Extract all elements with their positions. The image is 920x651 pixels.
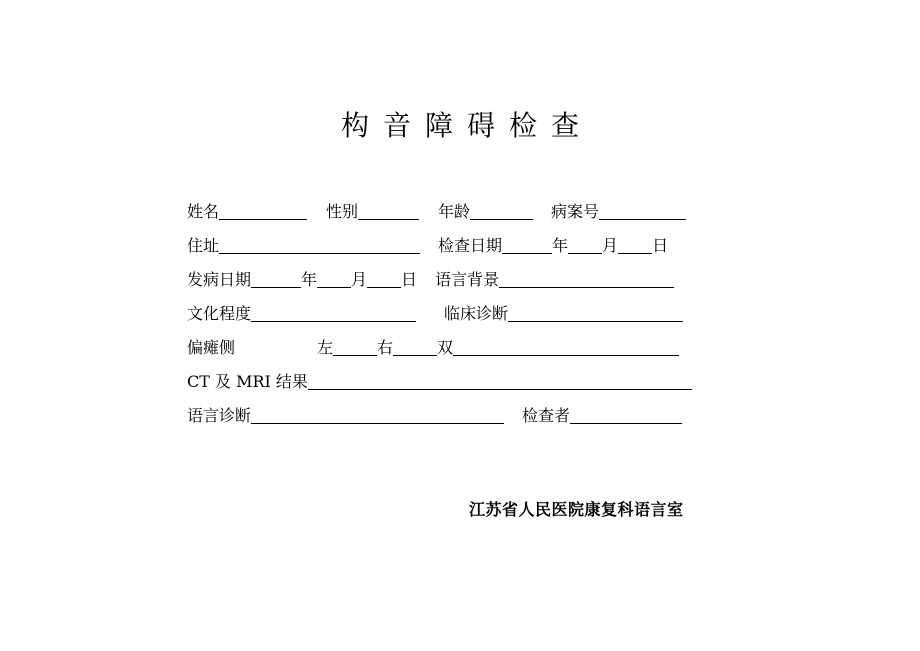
address-label: 住址 [187, 236, 220, 255]
exam-date-label: 检查日期 [438, 236, 503, 255]
exam-month-label: 月 [602, 236, 619, 255]
form-row-7 [187, 392, 697, 426]
form-row-5 [187, 324, 697, 358]
form-row-1 [187, 188, 697, 222]
both-label: 双 [437, 338, 454, 357]
form-row-6 [187, 358, 697, 392]
document-title: 构音障碍检查 [340, 109, 593, 142]
ct-mri-field[interactable] [308, 373, 692, 390]
sex-label: 性别 [326, 202, 359, 221]
clinical-diagnosis-label: 临床诊断 [444, 304, 509, 323]
institution-name: 江苏省人民医院康复科语言室 [469, 500, 684, 519]
language-diagnosis-field[interactable] [251, 407, 504, 424]
age-field[interactable] [470, 203, 533, 220]
language-background-label: 语言背景 [435, 270, 500, 289]
exam-day-field[interactable] [618, 237, 652, 254]
form-row-3 [187, 256, 697, 290]
right-field[interactable] [393, 339, 437, 356]
examiner-label: 检查者 [522, 406, 571, 425]
patient-info-form [187, 188, 697, 426]
education-field[interactable] [251, 305, 416, 322]
language-diagnosis-label: 语言诊断 [187, 406, 252, 425]
onset-year-field[interactable] [251, 271, 301, 288]
onset-month-field[interactable] [317, 271, 351, 288]
case-number-label: 病案号 [551, 202, 600, 221]
exam-year-label: 年 [552, 236, 569, 255]
name-label: 姓名 [187, 202, 220, 221]
onset-month-label: 月 [351, 270, 368, 289]
onset-day-label: 日 [401, 270, 418, 289]
address-field[interactable] [219, 237, 420, 254]
left-field[interactable] [333, 339, 377, 356]
sex-field[interactable] [358, 203, 419, 220]
left-label: 左 [317, 338, 334, 357]
onset-day-field[interactable] [367, 271, 401, 288]
exam-month-field[interactable] [568, 237, 602, 254]
both-field[interactable] [453, 339, 679, 356]
right-label: 右 [377, 338, 394, 357]
education-label: 文化程度 [187, 304, 252, 323]
form-row-4 [187, 290, 697, 324]
form-row-2 [187, 222, 697, 256]
examiner-field[interactable] [570, 407, 682, 424]
language-background-field[interactable] [499, 271, 674, 288]
exam-year-field[interactable] [502, 237, 552, 254]
onset-year-label: 年 [301, 270, 318, 289]
name-field[interactable] [219, 203, 307, 220]
onset-date-label: 发病日期 [187, 270, 252, 289]
ct-mri-label: CT 及 MRI 结果 [187, 372, 308, 391]
clinical-diagnosis-field[interactable] [508, 305, 683, 322]
case-number-field[interactable] [599, 203, 686, 220]
exam-day-label: 日 [652, 236, 669, 255]
age-label: 年龄 [438, 202, 471, 221]
hemiplegia-side-label: 偏瘫侧 [187, 338, 236, 357]
